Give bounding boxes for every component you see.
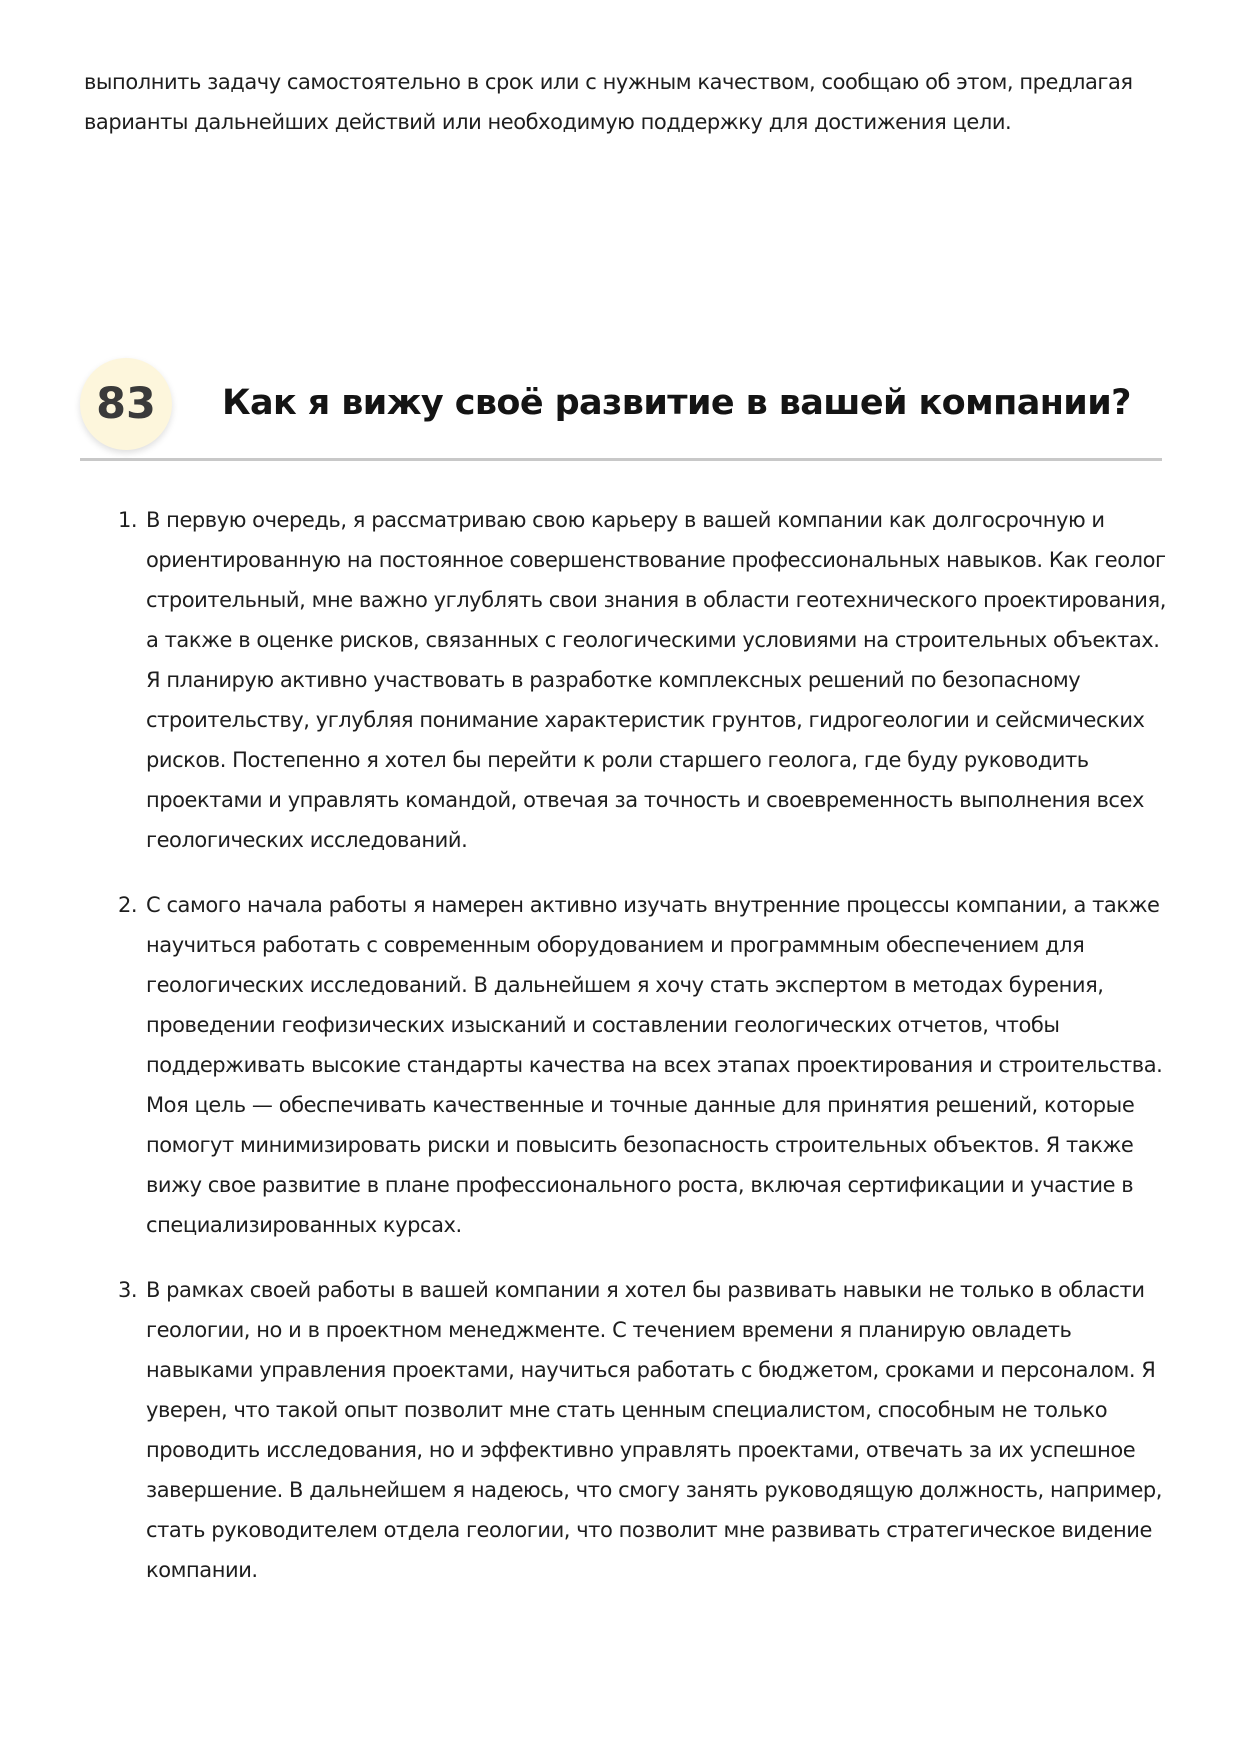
intro-paragraph: выполнить задачу самостоятельно в срок или с нужным качеством, сообщаю об этом, предлагая варианты дальнейших действий или необходимую поддержку для достижения цели. <box>84 70 1133 134</box>
answer-item <box>118 500 1166 860</box>
question-header <box>80 358 1162 461</box>
question-title: Как я вижу своё развитие в вашей компании? <box>222 383 1131 423</box>
answer-item <box>118 1270 1166 1590</box>
answer-text: В рамках своей работы в вашей компании я хотел бы развивать навыки не только в области геологии, но и в проектном менеджменте. С течением времени я планирую овладеть навыками управления проектами, научиться работать с бюджетом, сроками и персоналом. Я уверен, что такой опыт позволит мне стать ценным специалистом, способным не только проводить исследования, но и эффективно управлять проектами, отвечать за их успешное завершение. В дальнейшем я надеюсь, что смогу занять руководящую должность, например, стать руководителем отдела геологии, что позволит мне развивать стратегическое видение компании. <box>146 1278 1163 1582</box>
answer-number: 1. <box>118 508 138 532</box>
answer-text: С самого начала работы я намерен активно изучать внутренние процессы компании, а также научиться работать с современным оборудованием и программным обеспечением для геологических исследований. В дальнейшем я хочу стать экспертом в методах бурения, проведении геофизических изысканий и составлении геологических отчетов, чтобы поддерживать высокие стандарты качества на всех этапах проектирования и строительства. Моя цель — обеспечивать качественные и точные данные для принятия решений, которые помогут минимизировать риски и повысить безопасность строительных объектов. Я также вижу свое развитие в плане профессионального роста, включая сертификации и участие в специализированных курсах. <box>146 893 1163 1237</box>
answer-text: В первую очередь, я рассматриваю свою карьеру в вашей компании как долгосрочную и ориентированную на постоянное совершенствование профессиональных навыков. Как геолог строительный, мне важно углублять свои знания в области геотехнического проектирования, а также в оценке рисков, связанных с геологическими условиями на строительных объектах. Я планирую активно участвовать в разработке комплексных решений по безопасному строительству, углубляя понимание характеристик грунтов, гидрогеологии и сейсмических рисков. Постепенно я хотел бы перейти к роли старшего геолога, где буду руководить проектами и управлять командой, отвечая за точность и своевременность выполнения всех геологических исследований. <box>146 508 1166 852</box>
answer-item <box>118 885 1166 1245</box>
question-number-badge: 83 <box>80 358 172 450</box>
answer-list <box>118 500 1166 1590</box>
answer-number: 3. <box>118 1278 138 1302</box>
answer-number: 2. <box>118 893 138 917</box>
